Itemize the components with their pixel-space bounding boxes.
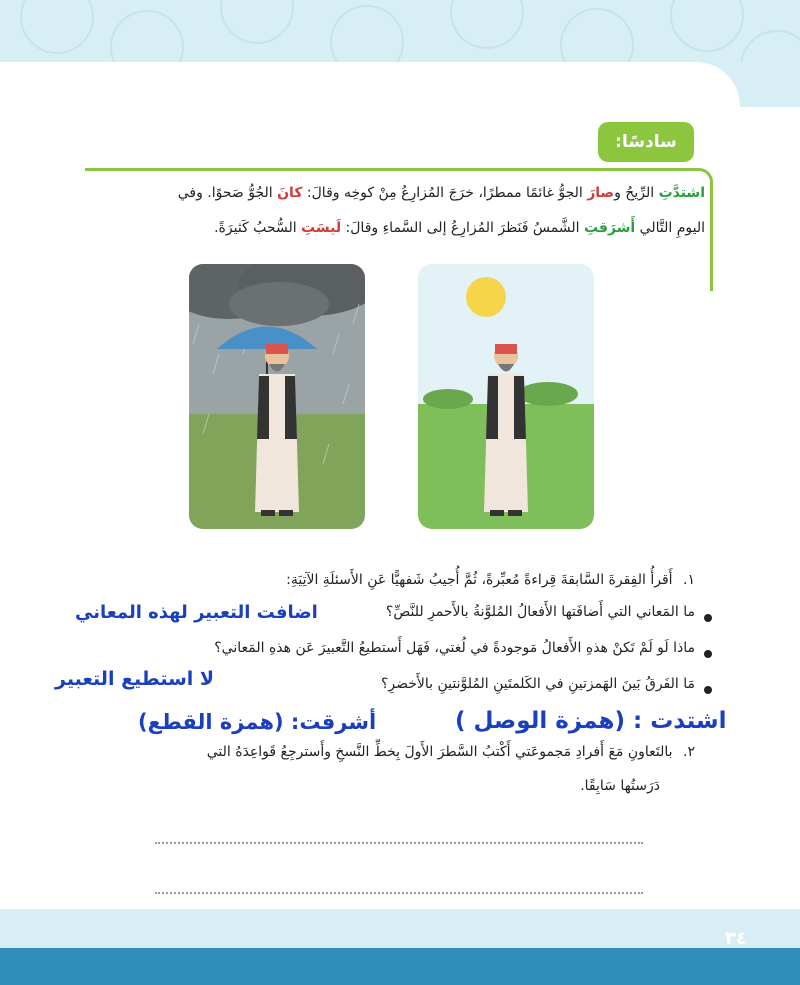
handwritten-answer-2: لا استطيع التعبير: [55, 668, 215, 690]
writing-line[interactable]: [155, 842, 643, 844]
question-2-continued: [580, 778, 660, 794]
page-number: ٣٤: [725, 927, 747, 949]
verb-green: أَشرَقتِ: [583, 220, 636, 236]
question-number: ٢.: [683, 744, 695, 760]
sub-question-text: ما المَعاني التي أَضافَتها الأَفعالُ المُلوَّنةُ بالأَحمرِ للنَّصِّ؟: [385, 604, 695, 620]
reading-paragraph: [90, 176, 705, 246]
handwritten-answer-3-left: أشرقت: (همزة القطع): [138, 710, 377, 734]
section-tag: [598, 122, 694, 162]
pattern-shape: [20, 0, 94, 54]
rainy-scene-image: [189, 264, 365, 529]
sub-question-2: [214, 640, 695, 656]
question-text: أَقرأُ الفِقرةَ السَّابقةَ قِراءةً مُعبِّرةً، ثُمَّ أُجيبُ شَفهيًّا عَنِ الأَسئلَةِ الآتِيَةِ:: [286, 572, 673, 588]
verb-red: صارَ: [587, 185, 615, 201]
verb-red: لَيسَتِ: [301, 220, 342, 236]
question-2: [207, 744, 695, 760]
farmer-umbrella-rain-icon: [189, 264, 365, 529]
handwritten-answer-3-right: اشتدت : (همزة الوصل ): [455, 708, 727, 734]
paragraph-line-1: [90, 176, 705, 211]
question-number: ١.: [683, 572, 695, 588]
sub-question-3: [381, 676, 695, 692]
farmer-sunny-icon: [418, 264, 594, 529]
verb-green: اشتدَّتِ: [658, 185, 705, 201]
sub-question-1: [386, 604, 695, 620]
handwritten-answer-1: اضافت التعبير لهذه المعاني: [75, 602, 318, 623]
verb-red: كانَ: [277, 185, 303, 201]
pattern-shape: [670, 0, 744, 52]
question-text: دَرَستُها سَابِقًا.: [580, 778, 660, 794]
sub-question-text: مَا الفَرقُ بَينَ الهَمزتينِ في الكَلمتَينِ المُلوَّنتينِ بالأَخضرِ؟: [380, 676, 695, 692]
footer-strip: [0, 948, 800, 985]
writing-line[interactable]: [155, 892, 643, 894]
paragraph-text: الجُوُّ صَحوًا. وفي: [177, 185, 278, 201]
question-1: [286, 572, 695, 588]
sunny-scene-image: [418, 264, 594, 529]
sub-question-text: ماذا لَو لَمْ تَكنْ هذهِ الأَفعالُ مَوجودةً في لُغتي، فَهَل أَستطيعُ التَّعبيرَ عَن هذهِ المَعاني؟: [214, 640, 695, 656]
paragraph-text: السُّحبُ كَثيرَةً.: [214, 220, 302, 236]
paragraph-text: الجوُّ غائمًا ممطرًا، خرَجَ المُزارِعُ مِنْ كوخِه وقالَ:: [302, 185, 588, 201]
pattern-shape: [220, 0, 294, 44]
paragraph-text: اليومِ التَّالي: [635, 220, 705, 236]
pattern-shape: [450, 0, 524, 49]
paragraph-text: الرِّيحُ و: [614, 185, 659, 201]
paragraph-line-2: [90, 211, 705, 246]
bullet-icon: [704, 614, 712, 622]
question-text: بالتَعاونِ مَعَ أَفرادِ مَجموعَتي أَكْتبُ السَّطرَ الأَولَ بِخطِّ النَّسخِ وأَسترجِعُ قَواعِدَهُ التي: [206, 744, 673, 760]
bullet-icon: [704, 650, 712, 658]
header-side-strip: [740, 62, 800, 107]
paragraph-text: الشَّمسُ فَنَظرَ المُزارِعُ إلى السَّماءِ وقالَ:: [341, 220, 584, 236]
bullet-icon: [704, 686, 712, 694]
section-tag-label: سادسًا:: [615, 132, 677, 152]
